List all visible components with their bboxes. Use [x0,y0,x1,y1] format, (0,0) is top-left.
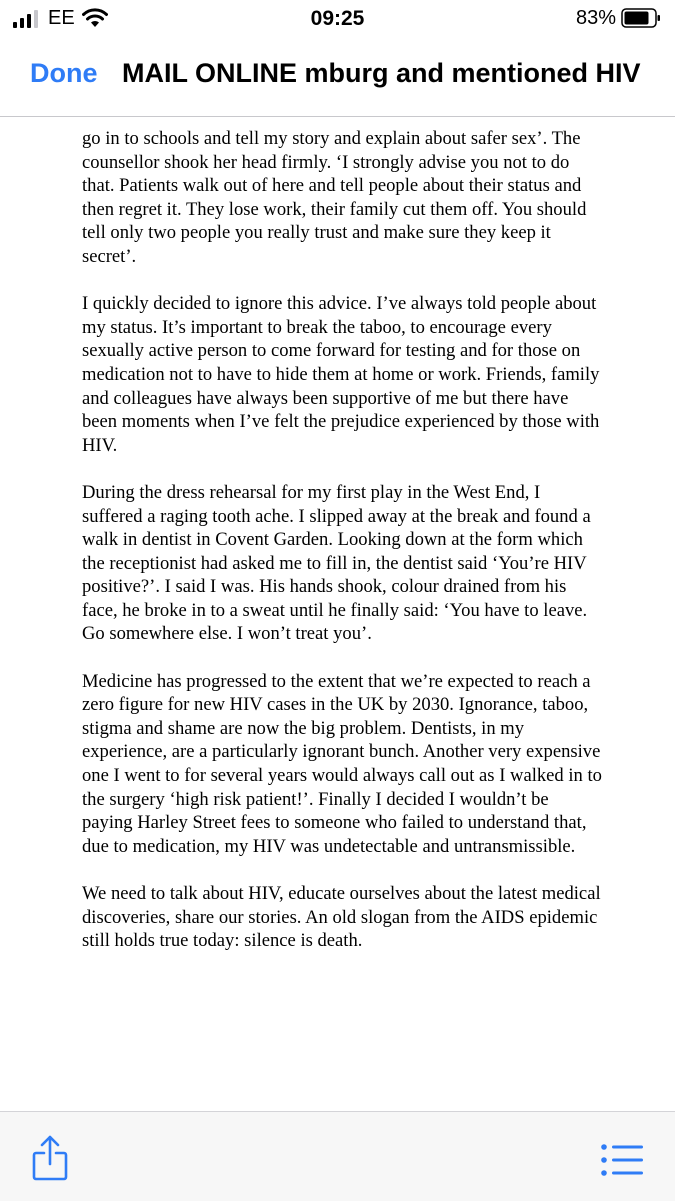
paragraph: During the dress rehearsal for my first play in the West End, I suffered a raging tooth ache. I slipped away at the break and found a walk in dentist in Covent Garden. Looking down at the form which the receptionist had asked me to fill in, the dentist said ‘You’re HIV positive?’. I said I was. His hands shook, colour drained from his face, he broke in to a sweat until he finally said: ‘You have to leave. Go somewhere else. I won’t treat you’. [82,481,591,645]
battery-icon [621,8,661,28]
done-button[interactable]: Done [30,58,98,88]
clock: 09:25 [310,7,365,30]
status-bar [0,0,675,40]
paragraph: go in to schools and tell my story and explain about safer sex’. The counsellor shook her head firmly. ‘I strongly advise you not to do that. Patients walk out of here and tell people about their status and then regret it. They lose work, their family cut them off. You should tell only two people you really trust and make sure they keep it secret’. [82,128,587,267]
paragraph: I quickly decided to ignore this advice. I’ve always told people about my status. It’s important to break the taboo, to encourage every sexually active person to come forward for testing and for those on medication not to have to hide them at home or work. Friends, family and colleagues have always been supportive of me but there have been moments when I’ve felt the prejudice experienced by those with HIV. [82,293,600,456]
bottom-toolbar [0,1111,675,1201]
list-icon[interactable] [600,1142,644,1178]
share-icon[interactable] [30,1134,70,1182]
paragraph: Medicine has progressed to the extent that we’re expected to reach a zero figure for new HIV cases in the UK by 2030. Ignorance, taboo, stigma and shame are now the big problem. Dentists, in my experience, are a particularly ignorant bunch. Another very expensive one I went to for several years would always call out as I walked in to the surgery ‘high risk patient!’. Finally I decided I wouldn’t be paying Harley Street fees to someone who failed to understand that, due to medication, my HIV was undetectable and untransmissible. [82,670,602,857]
battery-percentage: 83% [575,7,616,29]
carrier-label: EE [48,7,75,29]
paragraph: We need to talk about HIV, educate ourselves about the latest medical discoveries, share our stories. An old slogan from the AIDS epidemic still holds true today: silence is death. [82,883,601,952]
document-title: MAIL ONLINE mburg and mentioned HIV [122,58,641,88]
document-body [82,105,602,1105]
